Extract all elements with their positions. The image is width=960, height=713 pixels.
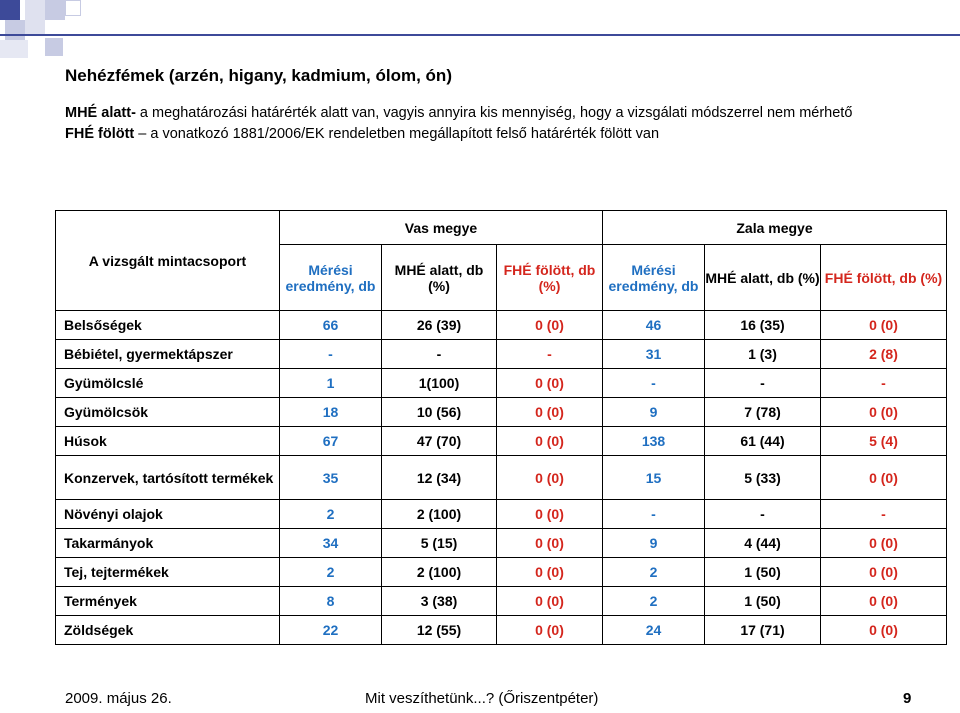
cell-above-vas: 0 (0) (497, 616, 603, 645)
table-row (56, 427, 947, 456)
row-label: Gyümölcslé (56, 369, 280, 398)
table-row (56, 340, 947, 369)
cell-above-zala: 0 (0) (821, 587, 947, 616)
row-label: Tej, tejtermékek (56, 558, 280, 587)
cell-measure-vas: 2 (280, 500, 382, 529)
page-number: 9 (903, 690, 912, 707)
table-row (56, 456, 947, 500)
col-header-measure-vas: Mérési eredmény, db (280, 245, 382, 311)
cell-above-vas: 0 (0) (497, 587, 603, 616)
cell-below-zala: 17 (71) (705, 616, 821, 645)
row-label: Bébiétel, gyermektápszer (56, 340, 280, 369)
table-row (56, 369, 947, 398)
cell-measure-zala: 46 (603, 311, 705, 340)
cell-above-zala: 0 (0) (821, 616, 947, 645)
cell-measure-zala: 15 (603, 456, 705, 500)
cell-below-vas: 26 (39) (382, 311, 497, 340)
cell-measure-zala: 9 (603, 529, 705, 558)
table-row (56, 500, 947, 529)
cell-below-vas: 47 (70) (382, 427, 497, 456)
cell-above-zala: 0 (0) (821, 456, 947, 500)
corner-label: A vizsgált mintacsoport (56, 211, 280, 311)
cell-below-vas: 1(100) (382, 369, 497, 398)
cell-measure-vas: 22 (280, 616, 382, 645)
row-label: Növényi olajok (56, 500, 280, 529)
table-row (56, 587, 947, 616)
cell-above-vas: 0 (0) (497, 500, 603, 529)
legend-mhe (65, 105, 852, 121)
cell-below-vas: 12 (34) (382, 456, 497, 500)
table-row (56, 529, 947, 558)
cell-above-vas: - (497, 340, 603, 369)
cell-measure-vas: 34 (280, 529, 382, 558)
cell-above-zala: - (821, 369, 947, 398)
cell-above-vas: 0 (0) (497, 369, 603, 398)
cell-measure-vas: 2 (280, 558, 382, 587)
cell-above-vas: 0 (0) (497, 398, 603, 427)
header-rule (0, 34, 960, 36)
row-label: Takarmányok (56, 529, 280, 558)
cell-below-zala: 1 (50) (705, 587, 821, 616)
table-row (56, 311, 947, 340)
cell-above-vas: 0 (0) (497, 456, 603, 500)
results-table (55, 210, 947, 645)
cell-above-zala: 0 (0) (821, 398, 947, 427)
row-label: Húsok (56, 427, 280, 456)
legend-mhe-text: a meghatározási határérték alatt van, vagyis annyira kis mennyiség, hogy a vizsgálati módszerrel nem mérhető (135, 105, 853, 121)
cell-below-zala: 16 (35) (705, 311, 821, 340)
row-label: Zöldségek (56, 616, 280, 645)
cell-measure-vas: 35 (280, 456, 382, 500)
cell-above-zala: 0 (0) (821, 311, 947, 340)
cell-above-zala: 0 (0) (821, 529, 947, 558)
cell-measure-vas: - (280, 340, 382, 369)
cell-below-zala: 5 (33) (705, 456, 821, 500)
cell-measure-zala: 9 (603, 398, 705, 427)
cell-below-zala: 61 (44) (705, 427, 821, 456)
row-label: Termények (56, 587, 280, 616)
row-label: Konzervek, tartósított termékek (56, 456, 280, 500)
footer-title: Mit veszíthetünk...? (Őriszentpéter) (365, 690, 599, 707)
cell-below-zala: - (705, 500, 821, 529)
page-title: Nehézfémek (arzén, higany, kadmium, ólom, ón) (65, 66, 452, 85)
cell-measure-zala: 138 (603, 427, 705, 456)
legend-mhe-term: MHÉ alatt- (65, 105, 136, 121)
cell-below-vas: 12 (55) (382, 616, 497, 645)
cell-measure-zala: 24 (603, 616, 705, 645)
cell-measure-vas: 67 (280, 427, 382, 456)
cell-above-vas: 0 (0) (497, 529, 603, 558)
cell-measure-vas: 1 (280, 369, 382, 398)
cell-above-zala: - (821, 500, 947, 529)
group-header-zala: Zala megye (603, 211, 947, 245)
cell-measure-vas: 18 (280, 398, 382, 427)
cell-measure-zala: - (603, 500, 705, 529)
cell-measure-zala: 2 (603, 558, 705, 587)
cell-above-vas: 0 (0) (497, 427, 603, 456)
cell-measure-zala: 31 (603, 340, 705, 369)
cell-below-zala: 4 (44) (705, 529, 821, 558)
cell-below-vas: 10 (56) (382, 398, 497, 427)
table-row (56, 558, 947, 587)
cell-below-vas: - (382, 340, 497, 369)
cell-below-zala: 7 (78) (705, 398, 821, 427)
cell-measure-vas: 8 (280, 587, 382, 616)
col-header-below-zala: MHÉ alatt, db (%) (705, 245, 821, 311)
legend-fhe (65, 126, 659, 142)
col-header-above-vas: FHÉ fölött, db (%) (497, 245, 603, 311)
table-row (56, 616, 947, 645)
cell-below-zala: 1 (3) (705, 340, 821, 369)
col-header-below-vas: MHÉ alatt, db (%) (382, 245, 497, 311)
cell-above-zala: 0 (0) (821, 558, 947, 587)
cell-above-zala: 5 (4) (821, 427, 947, 456)
cell-above-zala: 2 (8) (821, 340, 947, 369)
cell-below-vas: 2 (100) (382, 500, 497, 529)
cell-below-zala: 1 (50) (705, 558, 821, 587)
table-row (56, 398, 947, 427)
cell-below-vas: 5 (15) (382, 529, 497, 558)
row-label: Belsőségek (56, 311, 280, 340)
cell-below-vas: 2 (100) (382, 558, 497, 587)
legend-fhe-text: – a vonatkozó 1881/2006/EK rendeletben megállapított felső határérték fölött van (134, 126, 660, 142)
footer-date: 2009. május 26. (65, 690, 172, 707)
cell-below-vas: 3 (38) (382, 587, 497, 616)
row-label: Gyümölcsök (56, 398, 280, 427)
cell-above-vas: 0 (0) (497, 558, 603, 587)
cell-above-vas: 0 (0) (497, 311, 603, 340)
col-header-above-zala: FHÉ fölött, db (%) (821, 245, 947, 311)
cell-below-zala: - (705, 369, 821, 398)
col-header-measure-zala: Mérési eredmény, db (603, 245, 705, 311)
cell-measure-zala: 2 (603, 587, 705, 616)
cell-measure-zala: - (603, 369, 705, 398)
legend-fhe-term: FHÉ fölött (65, 126, 135, 142)
cell-measure-vas: 66 (280, 311, 382, 340)
group-header-vas: Vas megye (280, 211, 603, 245)
